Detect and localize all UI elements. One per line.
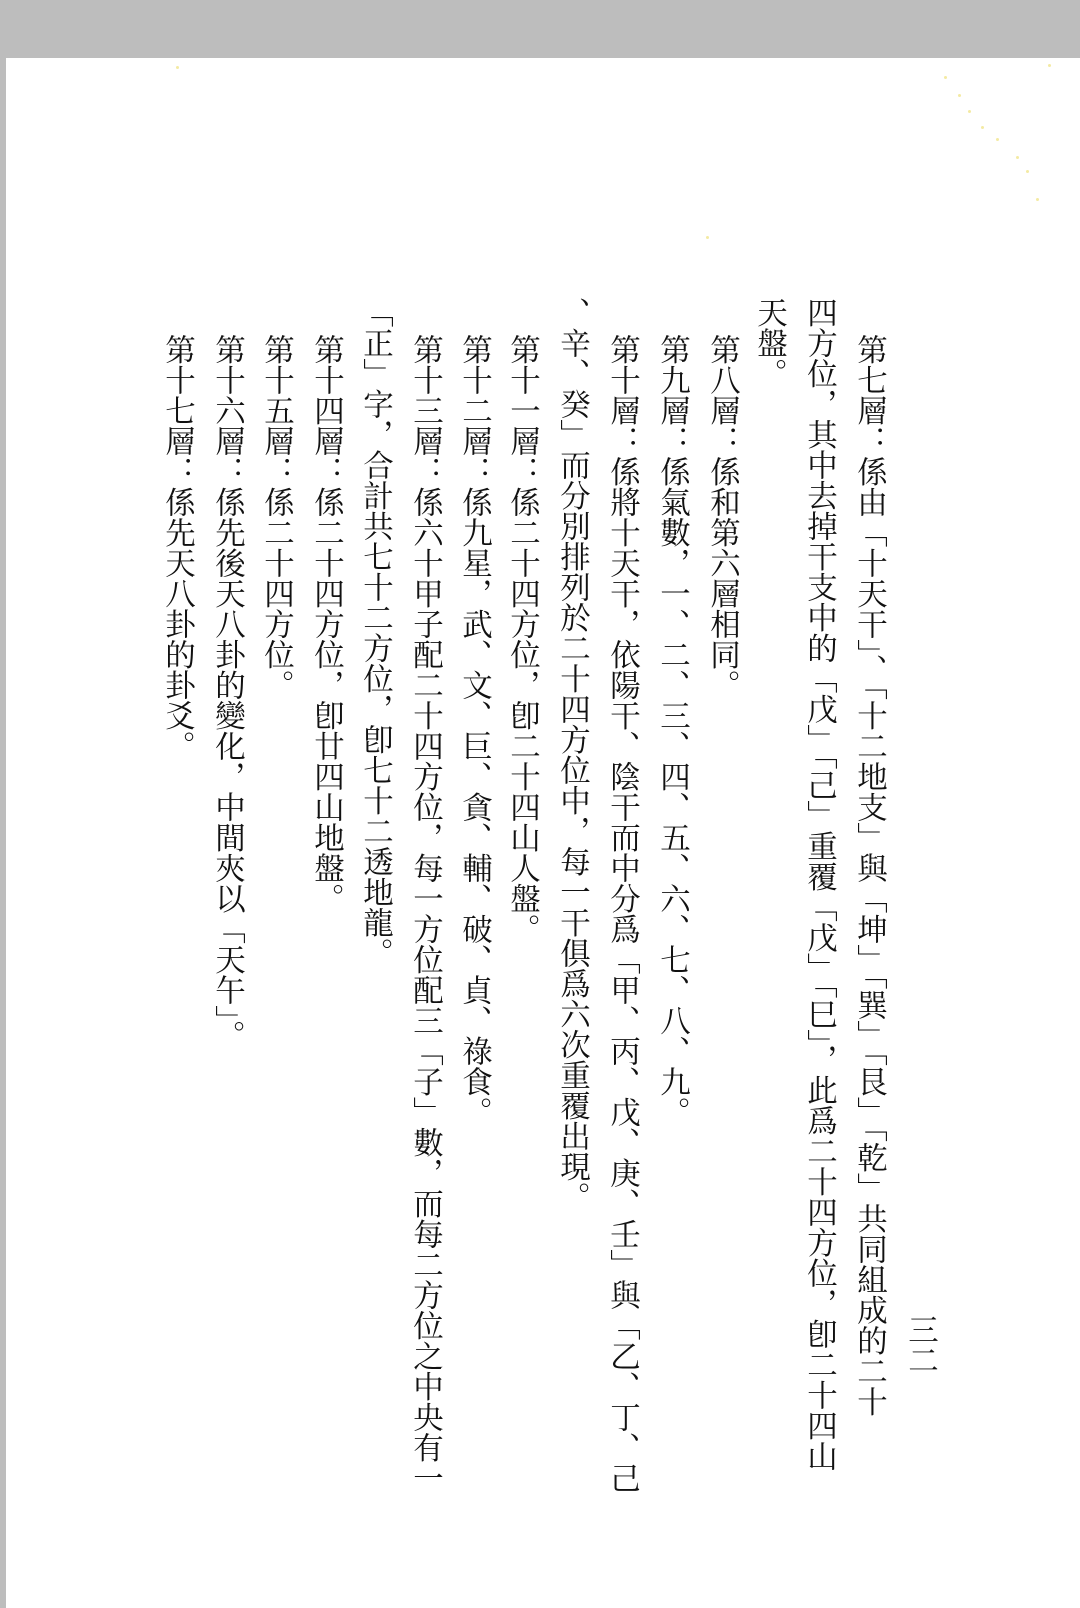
scan-speck [1036,198,1039,201]
scan-speck [1026,170,1029,173]
scan-speck [958,94,961,97]
scan-speck [1048,64,1051,67]
text-column-12: 第十四層：係二十四方位，卽廿四山地盤。 [308,334,344,914]
text-column-5: 第九層：係氣數，一、二、三、四、五、六、七、八、九。 [654,334,690,1127]
page-number: 三二 [902,1314,938,1375]
text-column-4: 第八層：係和第六層相同。 [704,334,740,700]
scan-speck [944,76,947,79]
text-column-2: 四方位，其中去掉干支中的「戊」「己」重覆「戊」「巳」，此爲二十四方位，卽二十四山 [801,297,837,1472]
text-column-3: 天盤。 [751,297,787,389]
scan-speck [981,126,984,129]
text-column-6: 第十層：係將十天干，依陽干、陰干而中分爲「甲、丙、戊、庚、壬」與「乙、丁、己 [604,334,640,1493]
text-column-7: 、辛、癸」而分別排列於二十四方位中，每一干俱爲六次重覆出現。 [554,297,590,1212]
text-column-10: 第十三層：係六十甲子配二十四方位，每一方位配三「子」數，而每二方位之中央有一 [407,334,443,1493]
scan-speck [996,138,999,141]
text-column-14: 第十六層：係先後天八卦的變化，中間夾以「天午」。 [209,334,245,1051]
text-column-8: 第十一層：係二十四方位，卽二十四山人盤。 [504,334,540,944]
text-column-15: 第十七層：係先天八卦的卦爻。 [159,334,195,761]
scan-speck [706,236,709,239]
text-column-1: 第七層：係由「十天干」、「十二地支」與「坤」「巽」「艮」「乾」共同組成的二十 [851,334,887,1417]
scanned-book-page [6,58,1080,1608]
text-column-9: 第十二層：係九星，武、文、巨、貪、輔、破、貞、祿食。 [456,334,492,1127]
scan-speck [176,66,179,69]
scan-speck [1016,156,1019,159]
text-column-11: 「正」字，合計共七十二方位，卽七十二透地龍。 [357,297,393,968]
text-column-13: 第十五層：係二十四方位。 [258,334,294,700]
scan-speck [968,110,971,113]
